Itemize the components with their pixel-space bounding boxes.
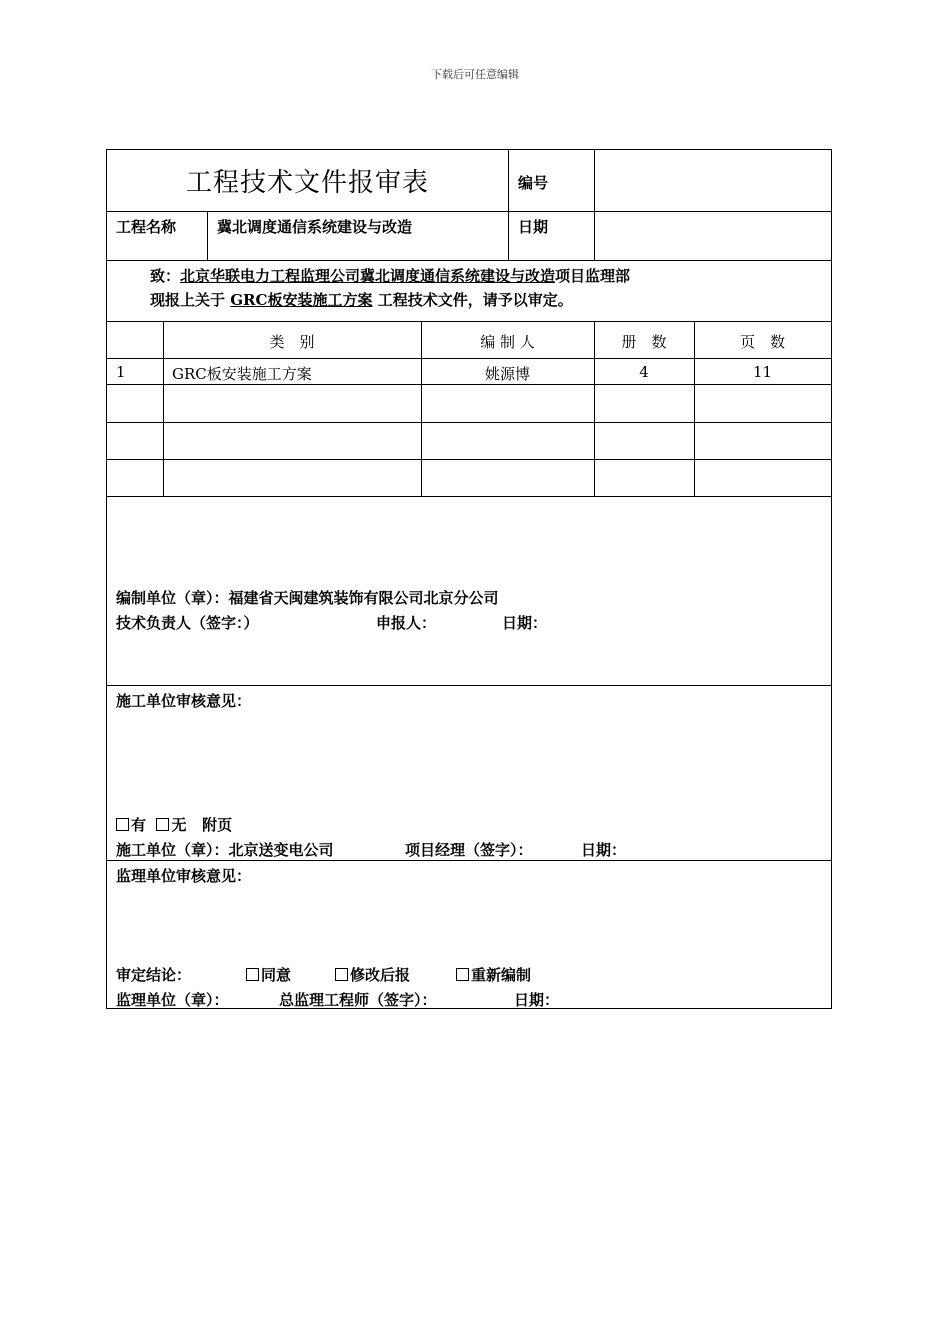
supervision-review-title: 监理单位审核意见： (116, 867, 252, 885)
report-line: 现报上关于 GRC板安装施工方案 工程技术文件，请予以审定。 (150, 291, 573, 309)
project-name-label: 工程名称 (116, 218, 177, 236)
construction-review-title: 施工单位审核意见： (116, 692, 252, 710)
table-header-author: 编 制 人 (480, 333, 535, 351)
form-title: 工程技术文件报审表 (185, 168, 429, 198)
checkbox-modify[interactable]: 修改后报 (335, 964, 410, 985)
supervision-date-label: 日期： (514, 991, 560, 1009)
checkbox-redo[interactable]: 重新编制 (456, 964, 531, 985)
construction-date-label: 日期： (581, 841, 627, 859)
address-line: 致：北京华联电力工程监理公司冀北调度通信系统建设与改造项目监理部 (150, 267, 631, 285)
project-name-value: 冀北调度通信系统建设与改造 (217, 218, 413, 236)
table-header-category: 类 别 (269, 333, 315, 351)
submission-date-label: 日期： (502, 614, 548, 632)
checkbox-yes[interactable]: 有 (116, 816, 146, 834)
checkbox-no[interactable]: 无 (156, 816, 186, 834)
conclusion-label: 审定结论： (116, 966, 192, 984)
table-header-volumes: 册 数 (621, 333, 667, 351)
checkbox-agree[interactable]: 同意 (246, 964, 291, 985)
attachment-options: 有 无 附页 (116, 814, 232, 835)
reporter-label: 申报人： (376, 614, 437, 632)
page-header-note: 下载后可任意编辑 (431, 68, 519, 81)
supervision-unit-label: 监理单位（章）： (116, 991, 229, 1009)
table-cell-pages: 11 (752, 363, 773, 381)
table-header-pages: 页 数 (739, 333, 785, 351)
table-cell-author: 姚源博 (484, 365, 530, 383)
review-form (106, 149, 832, 1009)
chief-engineer-label: 总监理工程师（签字）： (279, 991, 437, 1009)
project-manager-label: 项目经理（签字）： (405, 841, 533, 859)
construction-unit-line: 施工单位（章）：北京送变电公司 (116, 841, 334, 859)
tech-lead-label: 技术负责人（签字：） (116, 614, 259, 632)
table-cell-volumes: 4 (639, 363, 649, 381)
table-cell-index: 1 (116, 363, 126, 381)
number-label: 编号 (518, 174, 549, 192)
submission-unit-line: 编制单位（章）：福建省天闽建筑装饰有限公司北京分公司 (116, 589, 499, 607)
date-label: 日期 (518, 218, 549, 236)
table-cell-category: GRC板安装施工方案 (172, 365, 312, 383)
